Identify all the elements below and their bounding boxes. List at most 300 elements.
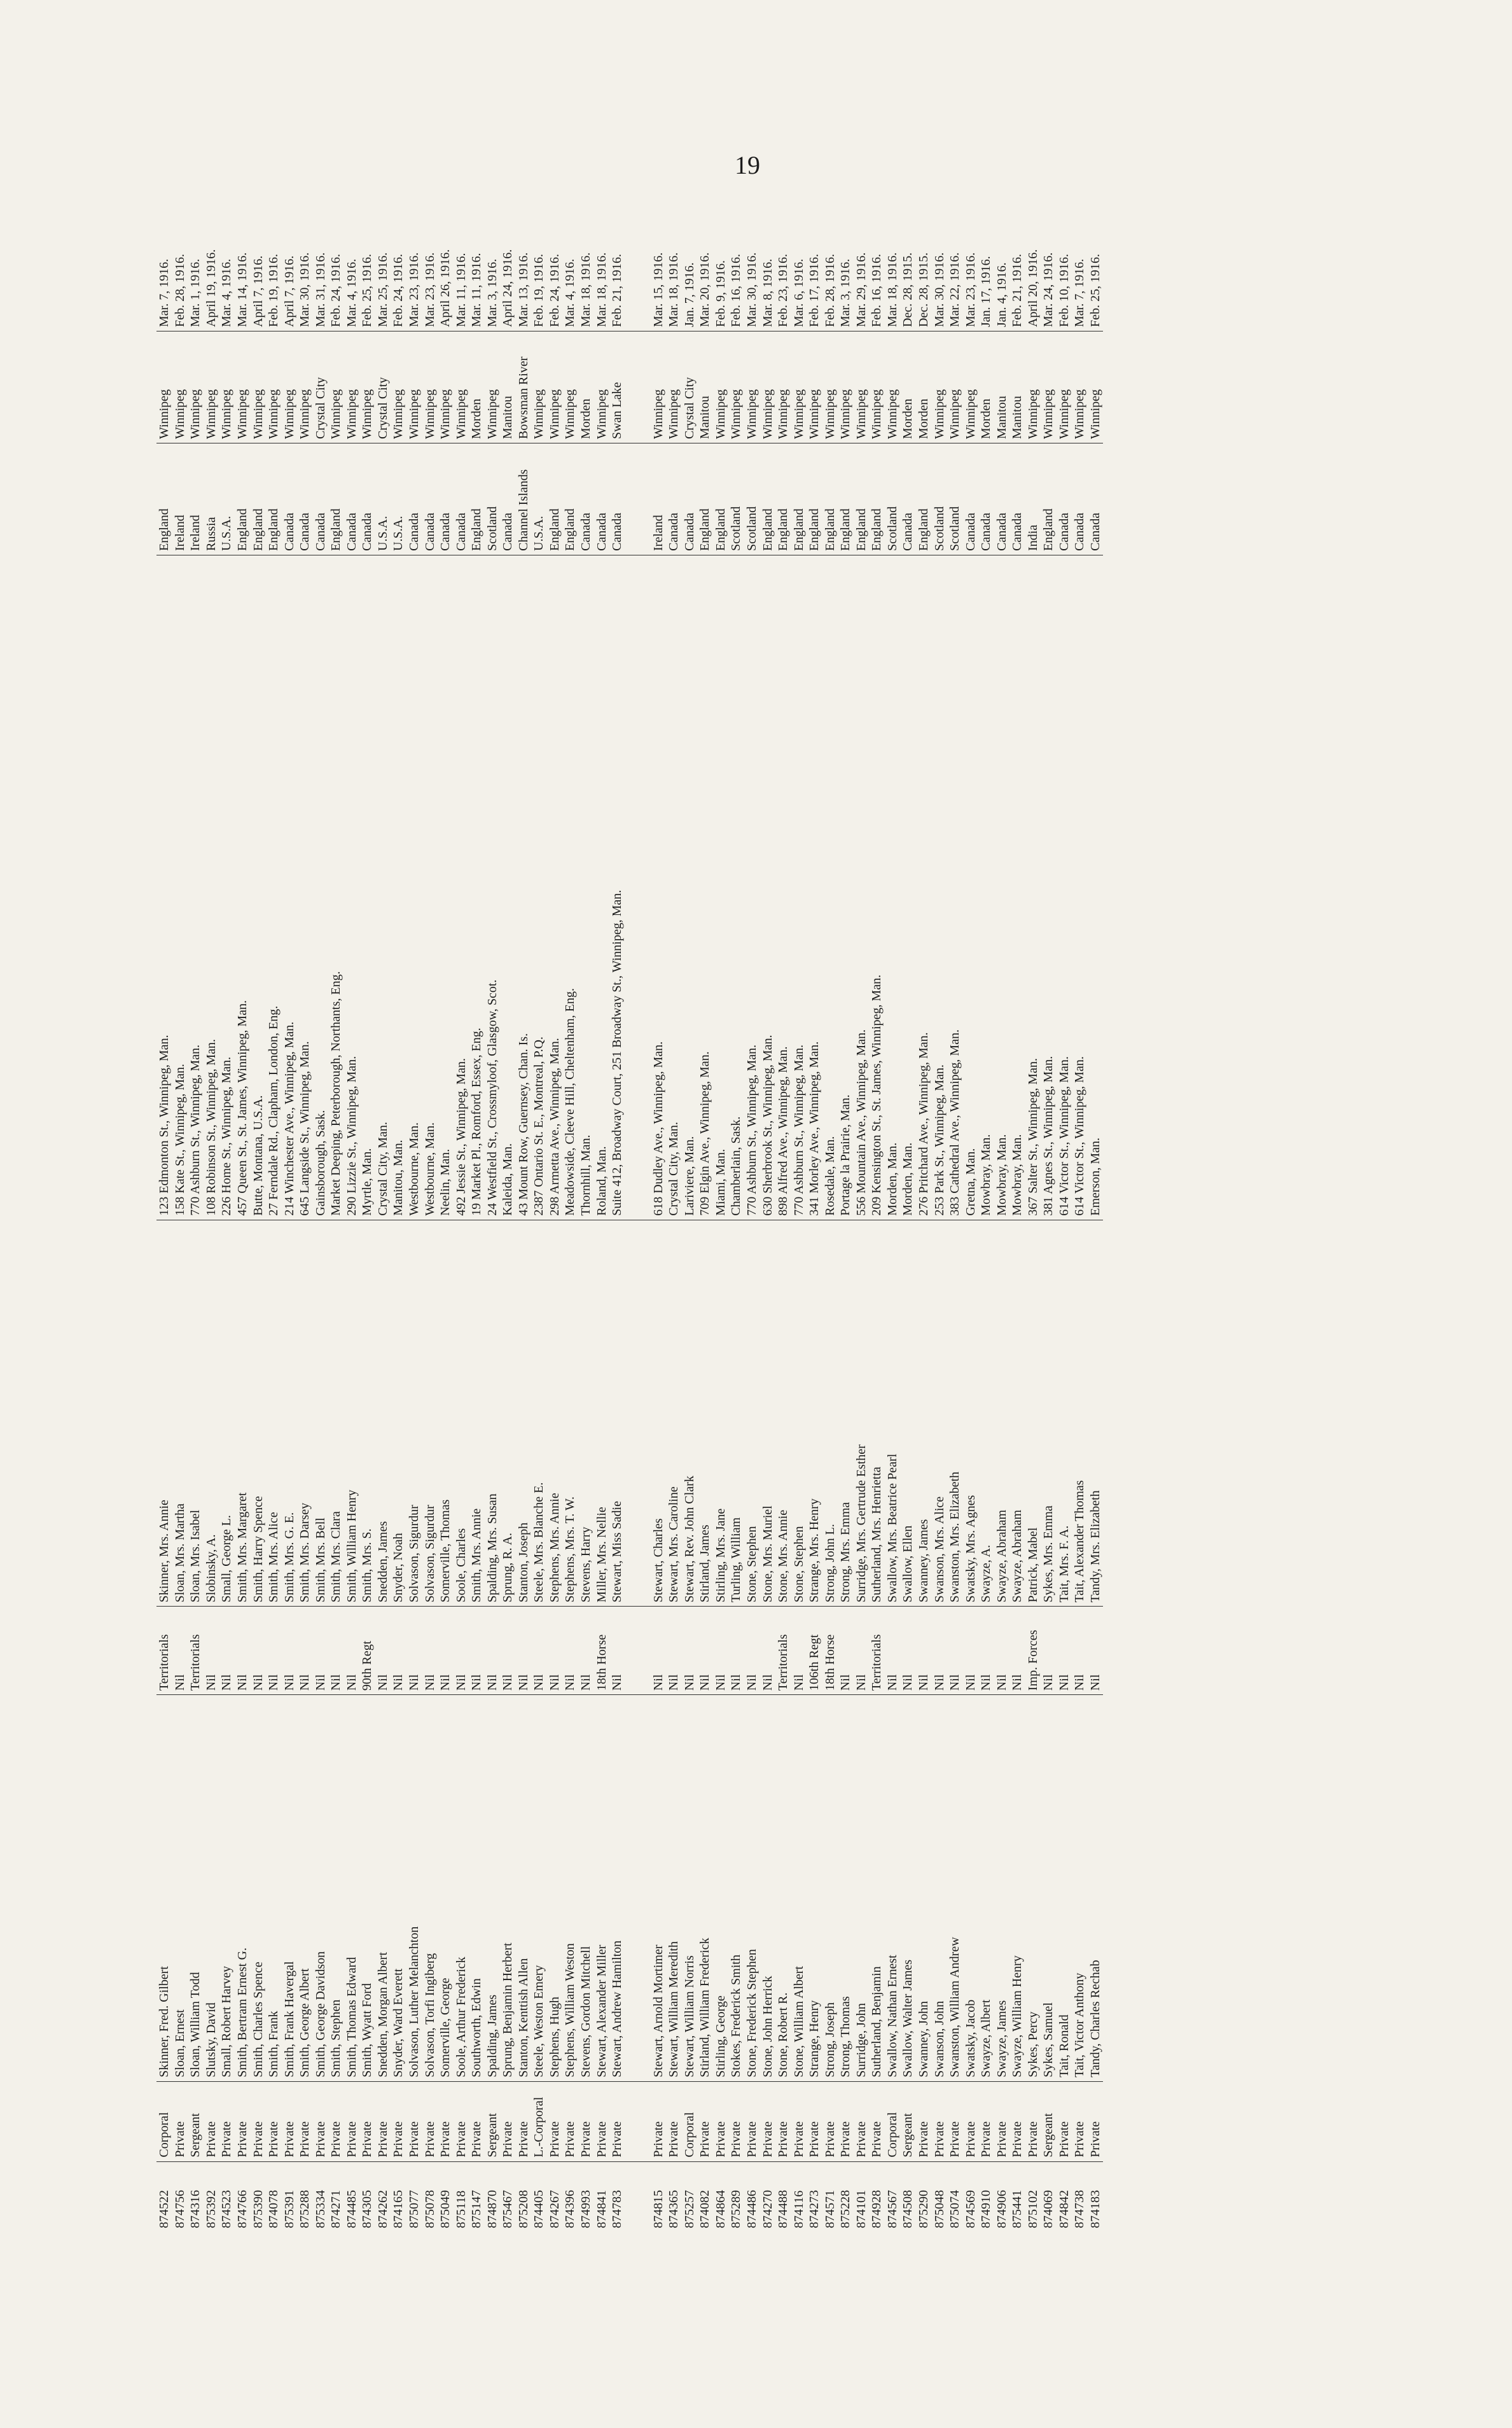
former-corps-cell: Nil [885, 1607, 901, 1695]
date-taken-on-strength-cell: Feb. 25, 1916. [359, 183, 375, 331]
next-of-kin-address-cell: Crystal City, Man. [666, 555, 682, 1220]
date-taken-on-strength-cell: Mar. 29, 1916. [854, 183, 870, 331]
next-of-kin-cell: Stephens, Mrs. Annie [547, 1220, 563, 1607]
country-of-birth-cell: Canada [962, 443, 978, 555]
regimental-number-cell: 874262 [375, 2190, 390, 2228]
next-of-kin-address-cell: 341 Morley Ave., Winnipeg, Man. [807, 555, 822, 1220]
rank-cell: Private [438, 2081, 454, 2161]
table-row [266, 183, 282, 2232]
soldier-name-cell: Steele, Weston Emery [531, 1695, 547, 2082]
next-of-kin-address-cell: 709 Elgin Ave., Winnipeg, Man. [697, 555, 713, 1220]
regimental-number-cell: 874928 [870, 2190, 884, 2228]
place-taken-on-strength-cell: Morden [469, 331, 485, 443]
next-of-kin-address-cell: 381 Agnes St., Winnipeg, Man. [1041, 555, 1057, 1220]
table-row [900, 183, 916, 2232]
next-of-kin-cell: Sprung, R. A. [500, 1220, 516, 1607]
regimental-number-cell: 874870 [485, 2190, 499, 2228]
place-taken-on-strength-cell: Winnipeg [885, 331, 901, 443]
next-of-kin-address-cell: 123 Edmonton St., Winnipeg, Man. [156, 555, 172, 1220]
date-taken-on-strength-cell: Jan. 17, 1916. [978, 183, 994, 331]
next-of-kin-cell: Smith, Mrs. G. E. [281, 1220, 297, 1607]
place-taken-on-strength-cell: Morden [900, 331, 916, 443]
regimental-number-cell: 875077 [407, 2190, 422, 2228]
place-taken-on-strength-cell: Manitou [994, 331, 1009, 443]
place-taken-on-strength-cell: Winnipeg [744, 331, 760, 443]
soldier-name-cell: Snedden, Morgan Albert [375, 1695, 391, 2082]
former-corps-cell: Nil [838, 1607, 854, 1695]
rank-cell [625, 2081, 650, 2161]
soldier-name-cell: Smith, George Albert [297, 1695, 313, 2082]
place-taken-on-strength-cell: Crystal City [312, 331, 328, 443]
former-corps-cell: Nil [978, 1607, 994, 1695]
country-of-birth-cell: Canada [1057, 443, 1072, 555]
soldier-name-cell: Swanston, William Andrew [947, 1695, 963, 2082]
next-of-kin-address-cell: 108 Robinson St., Winnipeg, Man. [204, 555, 219, 1220]
soldier-name-cell: Stewart, Andrew Hamilton [609, 1695, 625, 2082]
regimental-number-cell: 875208 [516, 2190, 531, 2228]
place-taken-on-strength-cell: Winnipeg [422, 331, 438, 443]
soldier-name-cell: Smith, Bertram Ernest G. [235, 1695, 251, 2082]
rank-cell: Sergeant [1041, 2081, 1057, 2161]
next-of-kin-cell: Sloan, Mrs. Martha [172, 1220, 188, 1607]
place-taken-on-strength-cell: Bowsman River [516, 331, 532, 443]
former-corps-cell: Nil [1009, 1607, 1025, 1695]
table-row [697, 183, 713, 2232]
country-of-birth-cell: England [562, 443, 578, 555]
next-of-kin-address-cell: Crystal City, Man. [375, 555, 391, 1220]
soldier-name-cell: Spalding, James [484, 1695, 500, 2082]
next-of-kin-cell: Sloan, Mrs. Isabel [188, 1220, 204, 1607]
next-of-kin-cell: Skinner, Mrs. Annie [156, 1220, 172, 1607]
soldier-name-cell: Stewart, Arnold Mortimer [650, 1695, 666, 2082]
rank-cell: Corporal [682, 2081, 698, 2161]
regimental-number-cell: 874783 [610, 2190, 625, 2228]
former-corps-cell: Nil [947, 1607, 963, 1695]
next-of-kin-cell: Miller, Mrs. Nellie [593, 1220, 609, 1607]
date-taken-on-strength-cell: Mar. 18, 1916. [593, 183, 609, 331]
rank-cell: Private [775, 2081, 791, 2161]
table-row [744, 183, 760, 2232]
place-taken-on-strength-cell: Winnipeg [406, 331, 422, 443]
date-taken-on-strength-cell: Feb. 10, 1916. [1057, 183, 1072, 331]
table-row [344, 183, 360, 2232]
soldier-name-cell: Smith, Frank [266, 1695, 282, 2082]
next-of-kin-cell: Stirland, James [697, 1220, 713, 1607]
former-corps-cell: Nil [531, 1607, 547, 1695]
country-of-birth-cell: Canada [593, 443, 609, 555]
soldier-name-cell: Surridge, John [854, 1695, 870, 2082]
former-corps-cell: Nil [650, 1607, 666, 1695]
soldier-name-cell: Snyder, Ward Everett [391, 1695, 406, 2082]
country-of-birth-cell: Scotland [728, 443, 744, 555]
place-taken-on-strength-cell: Winnipeg [484, 331, 500, 443]
rank-cell: Private [281, 2081, 297, 2161]
place-taken-on-strength-cell: Winnipeg [219, 331, 235, 443]
rank-cell: Private [469, 2081, 485, 2161]
table-row [547, 183, 563, 2232]
date-taken-on-strength-cell: Dec. 28, 1915. [900, 183, 916, 331]
regimental-number-cell: 875392 [204, 2190, 218, 2228]
regimental-number-cell: 875074 [948, 2190, 962, 2228]
date-taken-on-strength-cell: April 20, 1916. [1025, 183, 1041, 331]
date-taken-on-strength-cell: Feb. 24, 1916. [391, 183, 406, 331]
place-taken-on-strength-cell: Winnipeg [266, 331, 282, 443]
rank-cell: Private [172, 2081, 188, 2161]
regimental-number-cell: 875049 [438, 2190, 453, 2228]
table-row [204, 183, 219, 2232]
next-of-kin-cell: Smith, Mrs. Annie [469, 1220, 485, 1607]
place-taken-on-strength-cell: Winnipeg [728, 331, 744, 443]
rank-cell: Private [869, 2081, 885, 2161]
soldier-name-cell: Small, Robert Harvey [219, 1695, 235, 2082]
former-corps-cell: Nil [682, 1607, 698, 1695]
next-of-kin-address-cell: 158 Kate St., Winnipeg, Man. [172, 555, 188, 1220]
country-of-birth-cell: India [1025, 443, 1041, 555]
next-of-kin-address-cell: 770 Ashburn St., Winnipeg, Man. [791, 555, 807, 1220]
next-of-kin-cell: Smith, Mrs. S. [359, 1220, 375, 1607]
next-of-kin-cell: Smith, Mrs. Margaret [235, 1220, 251, 1607]
table-row [650, 183, 666, 2232]
next-of-kin-address-cell: 2387 Ontario St. E., Montreal, P.Q. [531, 555, 547, 1220]
next-of-kin-cell: Tait, Alexander Thomas [1072, 1220, 1088, 1607]
next-of-kin-cell: Swallow, Ellen [900, 1220, 916, 1607]
next-of-kin-cell: Swayze, Abraham [994, 1220, 1009, 1607]
place-taken-on-strength-cell: Winnipeg [838, 331, 854, 443]
rank-cell: Private [931, 2081, 947, 2161]
rank-cell: Private [593, 2081, 609, 2161]
place-taken-on-strength-cell: Winnipeg [1025, 331, 1041, 443]
date-taken-on-strength-cell: Feb. 19, 1916. [531, 183, 547, 331]
next-of-kin-address-cell: Market Deeping, Peterborough, Northants, Eng. [328, 555, 344, 1220]
nominal-roll [156, 183, 1340, 2232]
next-of-kin-address-cell: Rosedale, Man. [822, 555, 838, 1220]
regimental-number-cell: 875441 [1010, 2190, 1025, 2228]
next-of-kin-cell: Small, George L. [219, 1220, 235, 1607]
table-row [994, 183, 1009, 2232]
country-of-birth-cell: Scotland [885, 443, 901, 555]
soldier-name-cell: Stone, Robert R. [775, 1695, 791, 2082]
soldier-name-cell: Solvason, Torfi Ingiberg [422, 1695, 438, 2082]
soldier-name-cell: Stone, John Herrick [759, 1695, 775, 2082]
next-of-kin-cell: Swayze, A. [978, 1220, 994, 1607]
place-taken-on-strength-cell: Winnipeg [250, 331, 266, 443]
regimental-number-cell: 875078 [422, 2190, 437, 2228]
date-taken-on-strength-cell: Feb. 24, 1916. [328, 183, 344, 331]
country-of-birth-cell: England [713, 443, 729, 555]
soldier-name-cell: Swanney, John [916, 1695, 932, 2082]
country-of-birth-cell: Canada [297, 443, 313, 555]
date-taken-on-strength-cell: Mar. 13, 1916. [516, 183, 532, 331]
next-of-kin-address-cell: Gretna, Man. [962, 555, 978, 1220]
next-of-kin-cell: Snyder, Noah [391, 1220, 406, 1607]
date-taken-on-strength-cell: Mar. 30, 1916. [297, 183, 313, 331]
place-taken-on-strength-cell: Winnipeg [1088, 331, 1104, 443]
date-taken-on-strength-cell: Mar. 22, 1916. [947, 183, 963, 331]
former-corps-cell: Nil [791, 1607, 807, 1695]
table-row [885, 183, 901, 2232]
former-corps-cell: Nil [375, 1607, 391, 1695]
place-taken-on-strength-cell: Winnipeg [775, 331, 791, 443]
table-row [281, 183, 297, 2232]
former-corps-cell: Nil [900, 1607, 916, 1695]
next-of-kin-address-cell: Meadowside, Cleeve Hill, Cheltenham, Eng. [562, 555, 578, 1220]
date-taken-on-strength-cell: April 26, 1916. [438, 183, 454, 331]
country-of-birth-cell: England [1041, 443, 1057, 555]
country-of-birth-cell: Canada [1088, 443, 1104, 555]
country-of-birth-cell: Channel Islands [516, 443, 532, 555]
next-of-kin-address-cell: Lariviere, Man. [682, 555, 698, 1220]
next-of-kin-cell: Tait, Mrs. F. A. [1057, 1220, 1072, 1607]
rank-cell: Private [219, 2081, 235, 2161]
rank-cell: Private [838, 2081, 854, 2161]
table-row [453, 183, 469, 2232]
former-corps-cell: Nil [697, 1607, 713, 1695]
next-of-kin-address-cell: Myrtle, Man. [359, 555, 375, 1220]
table-row [484, 183, 500, 2232]
regimental-number-cell: 874910 [979, 2190, 994, 2228]
regimental-number-cell: 874270 [760, 2190, 775, 2228]
table-row [375, 183, 391, 2232]
former-corps-cell: Nil [728, 1607, 744, 1695]
regimental-number-cell: 874864 [713, 2190, 728, 2228]
soldier-name-cell: Sykes, Samuel [1041, 1695, 1057, 2082]
rank-cell: Private [204, 2081, 219, 2161]
former-corps-cell: Nil [1088, 1607, 1104, 1695]
place-taken-on-strength-cell: Winnipeg [172, 331, 188, 443]
regimental-number-cell: 875467 [501, 2190, 515, 2228]
soldier-name-cell: Sykes, Percy [1025, 1695, 1041, 2082]
next-of-kin-address-cell: Morden, Man. [900, 555, 916, 1220]
country-of-birth-cell: Canada [406, 443, 422, 555]
regimental-number-cell: 874165 [391, 2190, 406, 2228]
place-taken-on-strength-cell: Winnipeg [547, 331, 563, 443]
place-taken-on-strength-cell: Winnipeg [869, 331, 885, 443]
soldier-name-cell: Somerville, George [438, 1695, 454, 2082]
soldier-name-cell: Sprung, Benjamin Herbert [500, 1695, 516, 2082]
place-taken-on-strength-cell: Winnipeg [188, 331, 204, 443]
country-of-birth-cell: Canada [312, 443, 328, 555]
rank-cell: Private [978, 2081, 994, 2161]
regimental-number-cell: 874993 [579, 2190, 593, 2228]
table-row [978, 183, 994, 2232]
soldier-name-cell: Smith, Stephen [328, 1695, 344, 2082]
date-taken-on-strength-cell: Mar. 1, 1916. [188, 183, 204, 331]
rank-cell: Private [422, 2081, 438, 2161]
next-of-kin-address-cell: 630 Sherbrook St., Winnipeg, Man. [759, 555, 775, 1220]
country-of-birth-cell: Canada [578, 443, 594, 555]
country-of-birth-cell: Canada [359, 443, 375, 555]
next-of-kin-address-cell: 614 Victor St., Winnipeg, Man. [1057, 555, 1072, 1220]
place-taken-on-strength-cell: Winnipeg [359, 331, 375, 443]
rank-cell: Private [1088, 2081, 1104, 2161]
next-of-kin-cell: Snedden, James [375, 1220, 391, 1607]
former-corps-cell: Nil [469, 1607, 485, 1695]
rank-cell: Private [344, 2081, 360, 2161]
country-of-birth-cell: U.S.A. [375, 443, 391, 555]
soldier-name-cell: Swayze, James [994, 1695, 1009, 2082]
rank-cell: Private [666, 2081, 682, 2161]
regimental-number-cell: 874316 [188, 2190, 203, 2228]
next-of-kin-cell: Smith, Mrs. Clara [328, 1220, 344, 1607]
place-taken-on-strength-cell: Winnipeg [281, 331, 297, 443]
table-row [391, 183, 406, 2232]
date-taken-on-strength-cell: April 7, 1916. [250, 183, 266, 331]
date-taken-on-strength-cell: April 19, 1916. [204, 183, 219, 331]
next-of-kin-address-cell: Morden, Man. [885, 555, 901, 1220]
next-of-kin-cell: Stanton, Joseph [516, 1220, 532, 1607]
former-corps-cell: Nil [666, 1607, 682, 1695]
place-taken-on-strength-cell: Winnipeg [562, 331, 578, 443]
country-of-birth-cell: Canada [900, 443, 916, 555]
table-row [713, 183, 729, 2232]
soldier-name-cell: Stokes, Frederick Smith [728, 1695, 744, 2082]
soldier-name-cell: Swatsky, Jacob [962, 1695, 978, 2082]
date-taken-on-strength-cell: Mar. 23, 1916. [422, 183, 438, 331]
table-row [438, 183, 454, 2232]
country-of-birth-cell: England [869, 443, 885, 555]
soldier-name-cell: Smith, Charles Spence [250, 1695, 266, 2082]
soldier-name-cell: Stirland, William Frederick [697, 1695, 713, 2082]
country-of-birth-cell: England [822, 443, 838, 555]
date-taken-on-strength-cell: Feb. 28, 1916. [172, 183, 188, 331]
date-taken-on-strength-cell: Mar. 14, 1916. [235, 183, 251, 331]
country-of-birth-cell: Scotland [744, 443, 760, 555]
place-taken-on-strength-cell: Morden [916, 331, 932, 443]
soldier-name-cell: Swanson, John [931, 1695, 947, 2082]
soldier-name-cell: Soole, Arthur Frederick [453, 1695, 469, 2082]
place-taken-on-strength-cell: Winnipeg [1072, 331, 1088, 443]
table-row [1072, 183, 1088, 2232]
regimental-number-cell: 874841 [594, 2190, 609, 2228]
table-row [869, 183, 885, 2232]
regimental-number-cell: 875147 [469, 2190, 484, 2228]
table-row [807, 183, 822, 2232]
table-row [625, 183, 650, 2232]
next-of-kin-cell: Soole, Charles [453, 1220, 469, 1607]
former-corps-cell: Nil [562, 1607, 578, 1695]
soldier-name-cell: Stone, William Albert [791, 1695, 807, 2082]
regimental-number-cell: 875118 [454, 2190, 468, 2228]
regimental-number-cell: 874365 [667, 2190, 681, 2228]
place-taken-on-strength-cell: Winnipeg [822, 331, 838, 443]
former-corps-cell: Nil [438, 1607, 454, 1695]
date-taken-on-strength-cell: Feb. 9, 1916. [713, 183, 729, 331]
date-taken-on-strength-cell: Mar. 7, 1916. [156, 183, 172, 331]
next-of-kin-cell: Stephens, Mrs. T. W. [562, 1220, 578, 1607]
next-of-kin-cell: Steele, Mrs. Blanche E. [531, 1220, 547, 1607]
rank-cell: Private [391, 2081, 406, 2161]
place-taken-on-strength-cell: Winnipeg [344, 331, 360, 443]
next-of-kin-cell: Swayze, Abraham [1009, 1220, 1025, 1607]
next-of-kin-address-cell: 226 Home St., Winnipeg, Man. [219, 555, 235, 1220]
rank-cell: Private [1025, 2081, 1041, 2161]
former-corps-cell: Nil [1072, 1607, 1088, 1695]
table-row [156, 183, 172, 2232]
table-row [1025, 183, 1041, 2232]
regimental-number-cell: 875289 [729, 2190, 744, 2228]
regimental-number-cell: 875334 [313, 2190, 328, 2228]
table-row [759, 183, 775, 2232]
date-taken-on-strength-cell: Mar. 25, 1916. [375, 183, 391, 331]
place-taken-on-strength-cell: Winnipeg [531, 331, 547, 443]
next-of-kin-address-cell: Neelin, Man. [438, 555, 454, 1220]
date-taken-on-strength-cell: Feb. 21, 1916. [609, 183, 625, 331]
soldier-name-cell: Skinner, Fred. Gilbert [156, 1695, 172, 2082]
rank-cell: Private [807, 2081, 822, 2161]
regimental-number-cell: 874183 [1088, 2190, 1102, 2228]
next-of-kin-address-cell [625, 555, 650, 1220]
table-row [531, 183, 547, 2232]
place-taken-on-strength-cell: Winnipeg [713, 331, 729, 443]
next-of-kin-address-cell: 457 Queen St., St. James, Winnipeg, Man. [235, 555, 251, 1220]
former-corps-cell: Nil [422, 1607, 438, 1695]
soldier-name-cell: Swayze, William Henry [1009, 1695, 1025, 2082]
place-taken-on-strength-cell: Winnipeg [156, 331, 172, 443]
country-of-birth-cell: U.S.A. [531, 443, 547, 555]
regimental-number-cell: 875048 [932, 2190, 947, 2228]
next-of-kin-cell: Swanson, Mrs. Alice [931, 1220, 947, 1607]
regimental-number-cell: 874267 [547, 2190, 562, 2228]
place-taken-on-strength-cell [625, 331, 650, 443]
former-corps-cell: Nil [235, 1607, 251, 1695]
rank-cell: Private [500, 2081, 516, 2161]
next-of-kin-cell: Solvason, Sigurdur [406, 1220, 422, 1607]
next-of-kin-address-cell: 645 Langside St., Winnipeg, Man. [297, 555, 313, 1220]
regimental-number-cell: 874101 [854, 2190, 868, 2228]
former-corps-cell: Nil [500, 1607, 516, 1695]
country-of-birth-cell: England [854, 443, 870, 555]
table-row [666, 183, 682, 2232]
rank-cell: Private [312, 2081, 328, 2161]
rank-cell: Private [328, 2081, 344, 2161]
next-of-kin-cell: Stewart, Rev. John Clark [682, 1220, 698, 1607]
place-taken-on-strength-cell: Winnipeg [759, 331, 775, 443]
next-of-kin-address-cell: 770 Ashburn St., Winnipeg, Man. [188, 555, 204, 1220]
regimental-number-cell: 874766 [235, 2190, 249, 2228]
former-corps-cell: Nil [391, 1607, 406, 1695]
table-row [791, 183, 807, 2232]
next-of-kin-cell: Sutherland, Mrs. Henrietta [869, 1220, 885, 1607]
table-row [916, 183, 932, 2232]
next-of-kin-cell: Stone, Mrs. Annie [775, 1220, 791, 1607]
date-taken-on-strength-cell [625, 183, 650, 331]
place-taken-on-strength-cell: Manitou [1009, 331, 1025, 443]
table-row [359, 183, 375, 2232]
next-of-kin-cell: Smith, William Henry [344, 1220, 360, 1607]
next-of-kin-address-cell: Mowbray, Man. [978, 555, 994, 1220]
next-of-kin-cell: Surridge, Mrs. Gertrude Esther [854, 1220, 870, 1607]
country-of-birth-cell: England [838, 443, 854, 555]
regimental-number-cell: 875228 [838, 2190, 853, 2228]
former-corps-cell: Imp. Forces [1025, 1607, 1041, 1695]
next-of-kin-address-cell: Kaleida, Man. [500, 555, 516, 1220]
next-of-kin-address-cell: Westbourne, Man. [422, 555, 438, 1220]
date-taken-on-strength-cell: Feb. 19, 1916. [266, 183, 282, 331]
place-taken-on-strength-cell: Manitou [697, 331, 713, 443]
soldier-name-cell: Smith, Wyatt Ford [359, 1695, 375, 2082]
date-taken-on-strength-cell: Mar. 31, 1916. [312, 183, 328, 331]
date-taken-on-strength-cell: Mar. 11, 1916. [469, 183, 485, 331]
rank-cell: Private [1057, 2081, 1072, 2161]
next-of-kin-address-cell: Suite 412, Broadway Court, 251 Broadway St., Winnipeg, Man. [609, 555, 625, 1220]
next-of-kin-address-cell: Emerson, Man. [1088, 555, 1104, 1220]
former-corps-cell: Nil [931, 1607, 947, 1695]
former-corps-cell: Nil [547, 1607, 563, 1695]
country-of-birth-cell: Scotland [947, 443, 963, 555]
soldier-name-cell: Stephens, William Weston [562, 1695, 578, 2082]
country-of-birth-cell: Canada [344, 443, 360, 555]
place-taken-on-strength-cell: Winnipeg [947, 331, 963, 443]
